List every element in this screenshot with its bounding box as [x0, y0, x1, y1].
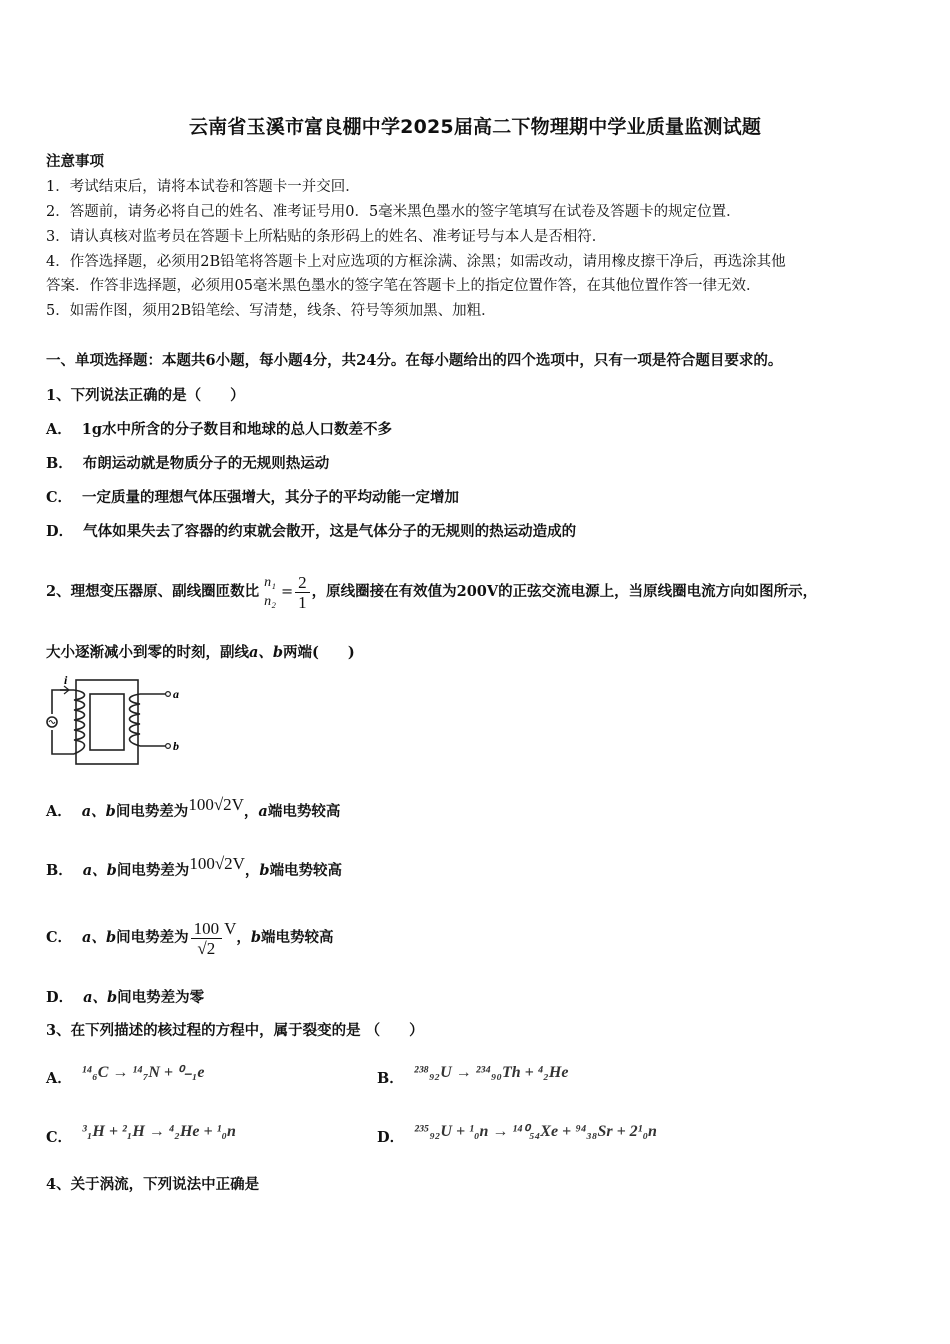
section-heading: 一、单项选择题：本题共6小题，每小题4分，共24分。在每小题给出的四个选项中，只有一项是符合题目要求的。 — [46, 352, 783, 369]
q2-stem-tail: 两端( ) — [283, 644, 355, 661]
q2-option-d — [46, 988, 204, 1008]
ratio-fraction — [261, 573, 279, 611]
option-letter: B． — [46, 862, 73, 879]
option-ab: a、b — [82, 929, 117, 946]
option-unit: V — [224, 919, 237, 938]
option-mid: 间电势差为 — [116, 862, 190, 879]
notice-item: 3．请认真核对监考员在答题卡上所粘贴的条形码上的姓名、准考证号与本人是否相符． — [46, 229, 607, 245]
q2-option-a — [46, 790, 340, 827]
option-end-var: b — [250, 929, 262, 946]
option-ab: a、b — [83, 989, 118, 1006]
question-2-stem-line2 — [46, 643, 355, 663]
option-text: 布朗运动就是物质分子的无规则热运动 — [82, 455, 330, 472]
label-b: b — [173, 739, 179, 753]
notice-heading: 注意事项 — [46, 153, 104, 170]
option-end-var: b — [259, 862, 270, 879]
option-end: 端电势较高 — [261, 929, 334, 946]
option-sep: ， — [244, 862, 260, 879]
ratio-value-num: 2 — [295, 573, 310, 593]
option-value: 100√2V — [188, 795, 244, 814]
option-letter: B． — [46, 455, 73, 472]
option-letter: D． — [46, 523, 74, 540]
question-1-stem: 1、下列说法正确的是（ ） — [46, 387, 245, 404]
nuclear-equation: ¹⁴₆C → ¹⁴₇N + ⁰₋₁e — [81, 1064, 205, 1081]
option-fraction — [191, 919, 223, 958]
nuclear-equation: ²³⁵₉₂U + ¹₀n → ¹⁴⁰₅₄Xe + ⁹⁴₃₈Sr + 2¹₀n — [414, 1123, 657, 1140]
option-mid: 间电势差为 — [115, 803, 189, 820]
option-letter: D． — [46, 989, 74, 1006]
option-letter: C． — [46, 1129, 73, 1146]
primary-wire-bottom — [52, 730, 74, 754]
ratio-value — [295, 573, 310, 612]
option-mid: 间电势差为 — [116, 929, 189, 946]
notice-item: 1．考试结束后，请将本试卷和答题卡一并交回． — [46, 179, 360, 195]
terminal-b — [166, 744, 171, 749]
q2-stem-pre: 2、理想变压器原、副线圈匝数比 — [46, 583, 260, 600]
q1-option-a — [46, 420, 392, 440]
q1-option-d — [46, 522, 576, 542]
option-text: 气体如果失去了容器的约束就会散开，这是气体分子的无规则的热运动造成的 — [83, 523, 577, 540]
option-mid: 间电势差为零 — [117, 989, 205, 1006]
ratio-num: n₁ — [264, 575, 276, 590]
q2-stem-post: ，原线圈接在有效值为200V的正弦交流电源上，当原线圈电流方向如图所示， — [311, 583, 818, 600]
notice-item: 5．如需作图，须用2B铅笔绘、写清楚，线条、符号等须加黑、加粗． — [46, 303, 496, 319]
core-inner — [90, 694, 124, 750]
q2-stem-line2: 大小逐渐减小到零的时刻，副线 — [46, 644, 249, 661]
ratio-den: n₂ — [264, 594, 276, 609]
option-end: 端电势较高 — [269, 862, 343, 879]
notice-item: 答案．作答非选择题，必须用05毫米黑色墨水的签字笔在答题卡上的指定位置作答，在其他位置作答一律无效． — [46, 278, 761, 294]
nuclear-equation: ²³⁸₉₂U → ²³⁴₉₀Th + ⁴₂He — [413, 1064, 569, 1081]
notice-item: 4．作答选择题，必须用2B铅笔将答题卡上对应选项的方框涂满、涂黑；如需改动，请用橡皮擦干净后，再选涂其他 — [46, 254, 786, 270]
option-sep: ， — [236, 929, 251, 946]
fraction-num: 100 — [191, 919, 223, 939]
option-letter: A． — [46, 803, 72, 820]
terminal-a — [166, 692, 171, 697]
question-3-stem: 3、在下列描述的核过程的方程中，属于裂变的是 （ ） — [46, 1022, 424, 1039]
q1-option-b — [46, 454, 329, 474]
label-i: i — [64, 674, 68, 687]
primary-wire-top — [52, 690, 74, 714]
core-outer — [76, 680, 138, 764]
option-ab: a、b — [81, 803, 116, 820]
fraction-den: √2 — [197, 938, 216, 958]
option-letter: C． — [46, 929, 73, 946]
question-4-stem: 4、关于涡流，下列说法中正确是 — [46, 1176, 260, 1193]
option-letter: A． — [46, 1070, 72, 1087]
q2-option-b — [46, 849, 342, 886]
option-sep: ， — [243, 803, 259, 820]
option-letter: D． — [377, 1129, 405, 1146]
transformer-diagram — [44, 674, 184, 770]
q1-option-c — [46, 488, 459, 508]
option-value: 100√2V — [189, 854, 245, 873]
option-text: 1g水中所含的分子数目和地球的总人口数差不多 — [81, 421, 392, 438]
option-letter: A． — [46, 421, 72, 438]
q3-option-b — [377, 1060, 568, 1092]
option-end: 端电势较高 — [267, 803, 341, 820]
option-text: 一定质量的理想气体压强增大，其分子的平均动能一定增加 — [82, 489, 460, 506]
option-letter: B． — [377, 1070, 404, 1087]
page-title: 云南省玉溪市富良棚中学2025届高二下物理期中学业质量监测试题 — [188, 116, 762, 138]
q2-option-c — [46, 906, 334, 961]
q3-option-a — [46, 1060, 205, 1092]
q2-ab: a、b — [249, 644, 284, 661]
q3-option-d — [377, 1119, 657, 1151]
nuclear-equation: ³₁H + ²₁H → ⁴₂He + ¹₀n — [82, 1123, 236, 1140]
option-letter: C． — [46, 489, 73, 506]
option-ab: a、b — [82, 862, 117, 879]
option-end-var: a — [258, 803, 268, 820]
q3-option-c — [46, 1119, 236, 1151]
notice-item: 2．答题前，请务必将自己的姓名、准考证号用0．5毫米黑色墨水的签字笔填写在试卷及答题卡的规定位置． — [46, 204, 741, 220]
ratio-value-den: 1 — [298, 592, 307, 612]
question-2-stem — [46, 570, 817, 614]
ratio-equals: = — [280, 584, 294, 600]
label-a: a — [173, 687, 179, 701]
